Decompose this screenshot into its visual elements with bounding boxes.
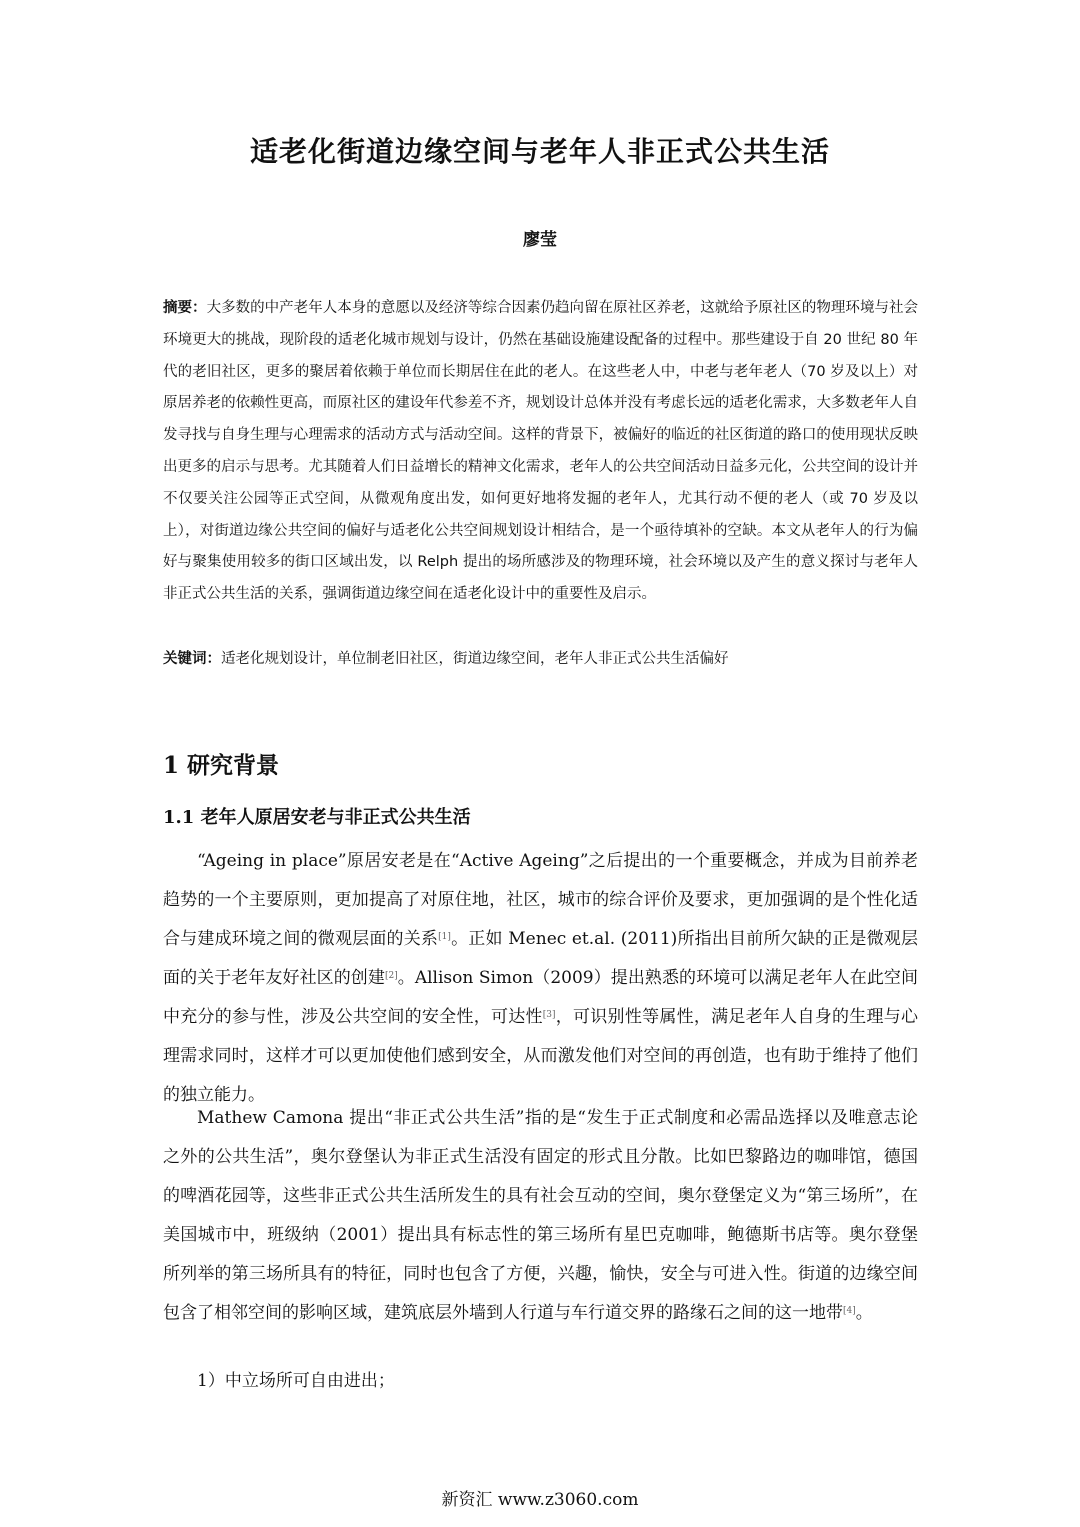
keywords-label: 关键词： [163,651,221,667]
paragraph-1-part-d: ，可识别性等属性，满足老年人自身的生理与心理需求同时，这样才可以更加使他们感到安全，从而激发他们对空间的再创造，也有助于维持了他们的独立能力。 [163,1007,919,1105]
paragraph-1-part-b: 。正如 Menec et.al. (2011)所指出目前所欠缺的正是微观层面的关于老年友好社区的创建 [163,929,919,988]
paragraph-1-part-c: 。Allison Simon（2009）提出熟悉的环境可以满足老年人在此空间中充分的参与性，涉及公共空间的安全性，可达性 [163,968,918,1027]
paragraph-1 [163,842,918,1115]
paragraph-2 [163,1099,918,1333]
abstract-text: 大多数的中产老年人本身的意愿以及经济等综合因素仍趋向留在原社区养老，这就给予原社区的物理环境与社会环境更大的挑战，现阶段的适老化城市规划与设计，仍然在基础设施建设配备的过程中。那些建设于自 20 世纪 80 年代的老旧社区，更多的聚居着依赖于单位而长期居住在此的老人。在这些老人中，中老与老年老人（70 岁及以上）对原居养老的依赖性更高，而原社区的建设年代参差不齐，规划设计总体并没有考虑长远的适老化需求，大多数老年人自发寻找与自身生理与心理需求的活动方式与活动空间。这样的背景下，被偏好的临近的社区街道的路口的使用现状反映出更多的启示与思考。尤其随着人们日益增长的精神文化需求，老年人的公共空间活动日益多元化，公共空间的设计并不仅要关注公园等正式空间，从微观角度出发，如何更好地将发掘的老年人，尤其行动不便的老人（或 70 岁及以上），对街道边缘公共空间的偏好与适老化公共空间规划设计相结合，是一个亟待填补的空缺。本文从老年人的行为偏好与聚集使用较多的街口区域出发，以 Relph 提出的场所感涉及的物理环境，社会环境以及产生的意义探讨与老年人非正式公共生活的关系，强调街道边缘空间在适老化设计中的重要性及启示。 [163,300,918,603]
keywords-text: 适老化规划设计，单位制老旧社区，街道边缘空间，老年人非正式公共生活偏好 [221,651,729,667]
paper-title: 适老化街道边缘空间与老年人非正式公共生活 [249,135,830,168]
paragraph-2-part-a: Mathew Camona 提出“非正式公共生活”指的是“发生于正式制度和必需品选择以及唯意志论之外的公共生活”，奥尔登堡认为非正式生活没有固定的形式且分散。比如巴黎路边的咖啡馆，德国的啤酒花园等，这些非正式公共生活所发生的具有社会互动的空间，奥尔登堡定义为“第三场所”，在美国城市中，班级纳（2001）提出具有标志性的第三场所有星巴克咖啡，鲍德斯书店等。奥尔登堡所列举的第三场所具有的特征，同时也包含了方便，兴趣，愉快，安全与可进入性。街道的边缘空间包含了相邻空间的影响区域，建筑底层外墙到人行道与车行道交界的路缘石之间的这一地带 [163,1108,918,1323]
section-heading: 1 研究背景 [163,752,280,779]
abstract [163,293,918,611]
keywords [163,645,918,673]
paragraph-1-part-a: “Ageing in place”原居安老是在“Active Ageing”之后提出的一个重要概念，并成为目前养老趋势的一个主要原则，更加提高了对原住地，社区，城市的综合评价及要求，更加强调的是个性化适合与建成环境之间的微观层面的关系 [163,851,918,949]
citation-1[interactable]: [1] [438,932,451,942]
abstract-label: 摘要： [163,300,207,316]
citation-2[interactable]: [2] [384,971,398,981]
list-item-1: 1）中立场所可自由进出； [197,1371,395,1391]
list-item [163,1362,918,1401]
paragraph-2-part-b: 。 [855,1303,873,1323]
subsection-heading: 1.1 老年人原居安老与非正式公共生活 [163,807,471,828]
citation-4[interactable]: [4] [843,1306,856,1316]
author-name: 廖莹 [523,230,557,250]
footer-watermark: 新资汇 www.z3060.com [441,1490,639,1510]
citation-3[interactable]: [3] [542,1010,556,1020]
